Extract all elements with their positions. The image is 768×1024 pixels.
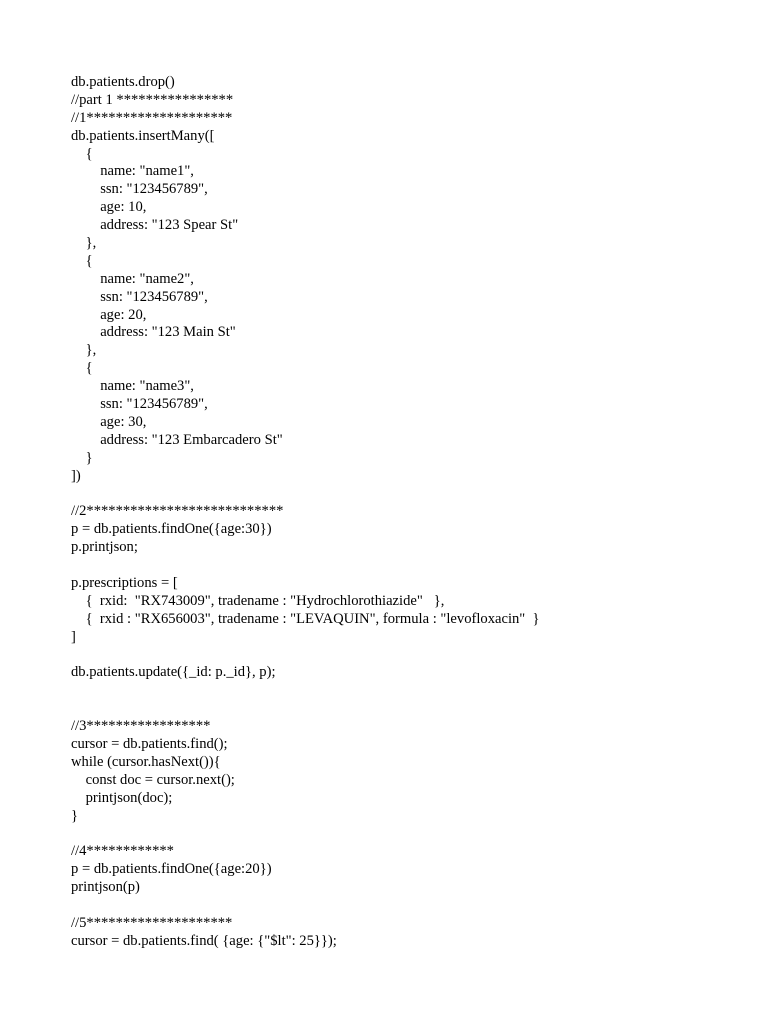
code-line: ssn: "123456789",	[71, 396, 208, 413]
code-line: const doc = cursor.next();	[71, 771, 235, 788]
code-line: { rxid: "RX743009", tradename : "Hydrochlorothiazide" },	[71, 592, 445, 609]
code-line: //4************	[71, 843, 174, 860]
code-line: address: "123 Spear St"	[71, 217, 239, 234]
code-line: { rxid : "RX656003", tradename : "LEVAQUIN", formula : "levofloxacin" }	[71, 610, 540, 627]
code-line: cursor = db.patients.find( {age: {"$lt": 25}});	[71, 932, 337, 949]
code-line: {	[71, 360, 93, 377]
code-line: db.patients.update({_id: p._id}, p);	[71, 664, 276, 681]
code-line: //5********************	[71, 914, 233, 931]
code-line: p.printjson;	[71, 539, 138, 556]
code-line: },	[71, 235, 97, 252]
code-line	[71, 647, 751, 665]
code-line	[71, 897, 751, 915]
code-line: db.patients.drop()	[71, 74, 175, 90]
code-line	[71, 682, 751, 700]
code-line: name: "name2",	[71, 270, 194, 287]
code-line: //3*****************	[71, 718, 211, 735]
code-line: address: "123 Main St"	[71, 324, 236, 341]
code-line: ])	[71, 467, 81, 484]
code-line: name: "name1",	[71, 163, 194, 180]
code-line: ssn: "123456789",	[71, 181, 208, 198]
code-line	[71, 557, 751, 575]
code-line: age: 10,	[71, 199, 147, 216]
code-line: ssn: "123456789",	[71, 288, 208, 305]
code-line: //1********************	[71, 109, 233, 126]
code-line: cursor = db.patients.find();	[71, 735, 228, 752]
code-line: db.patients.insertMany([	[71, 127, 215, 144]
code-line: address: "123 Embarcadero St"	[71, 431, 283, 448]
code-line	[71, 485, 751, 503]
code-line: printjson(p)	[71, 879, 140, 896]
code-line: }	[71, 807, 79, 824]
code-line: printjson(doc);	[71, 789, 173, 806]
code-line: {	[71, 145, 93, 162]
code-line: name: "name3",	[71, 378, 194, 395]
code-line: //2***************************	[71, 503, 284, 520]
code-listing	[71, 74, 751, 951]
code-line: },	[71, 342, 97, 359]
code-line: age: 30,	[71, 413, 147, 430]
code-line: p = db.patients.findOne({age:20})	[71, 861, 272, 878]
code-line: p = db.patients.findOne({age:30})	[71, 521, 272, 538]
code-line	[71, 825, 751, 843]
code-line: //part 1 ****************	[71, 91, 234, 108]
code-line: }	[71, 449, 93, 466]
code-line: while (cursor.hasNext()){	[71, 753, 221, 770]
code-line	[71, 700, 751, 718]
code-line: age: 20,	[71, 306, 147, 323]
code-line: p.prescriptions = [	[71, 574, 178, 591]
code-line: ]	[71, 628, 76, 645]
code-line: {	[71, 252, 93, 269]
